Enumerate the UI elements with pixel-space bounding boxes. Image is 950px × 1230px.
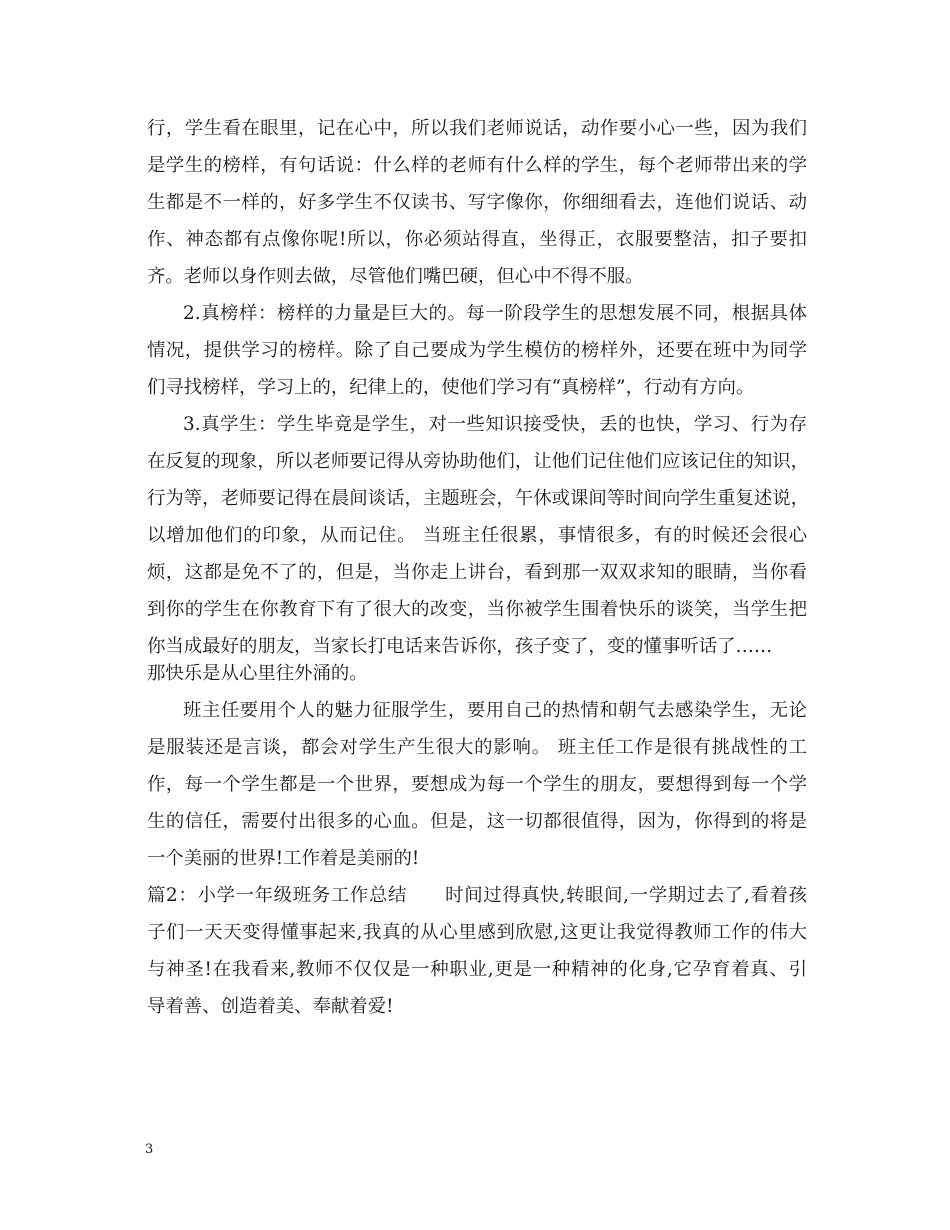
text-line: 以增加他们的印象，从而记住。 当班主任很累，事情很多，有的时候还会很心 bbox=[147, 525, 807, 546]
text-line: 与神圣!在我看来,教师不仅仅是一种职业,更是一种精神的化身,它孕育着真、引 bbox=[147, 959, 807, 980]
text-line: 作，每一个学生都是一个世界，要想成为每一个学生的朋友，要想得到每一个学 bbox=[147, 774, 807, 795]
page-number: 3 bbox=[145, 1142, 154, 1157]
text-line: 生都是不一样的，好多学生不仅读书、写字像你，你细细看去，连他们说话、动 bbox=[147, 192, 807, 213]
text-line: 一个美丽的世界!工作着是美丽的! bbox=[147, 848, 420, 869]
text-line: 们寻找榜样，学习上的，纪律上的，使他们学习有“真榜样”，行动有方向。 bbox=[147, 377, 755, 398]
text-line: 班主任要用个人的魅力征服学生，要用自己的热情和朝气去感染学生，无论 bbox=[183, 700, 807, 721]
text-line: 情况，提供学习的榜样。除了自己要成为学生模仿的榜样外，还要在班中为同学 bbox=[147, 340, 807, 361]
text-line: 子们一天天变得懂事起来,我真的从心里感到欣慰,这更让我觉得教师工作的伟大 bbox=[147, 922, 807, 943]
text-line: 在反复的现象，所以老师要记得从旁协助他们，让他们记住他们应该记住的知识， bbox=[147, 451, 810, 472]
text-line: 行，学生看在眼里，记在心中，所以我们老师说话，动作要小心一些，因为我们 bbox=[147, 118, 807, 139]
text-line: 烦，这都是免不了的，但是，当你走上讲台，看到那一双双求知的眼睛，当你看 bbox=[147, 562, 807, 583]
text-line: 2.真榜样：榜样的力量是巨大的。每一阶段学生的思想发展不同，根据具体 bbox=[183, 303, 807, 324]
text-line: 作、神态都有点像你呢!所以，你必须站得直，坐得正，衣服要整洁，扣子要扣 bbox=[147, 229, 807, 250]
text-line: 齐。老师以身作则去做，尽管他们嘴巴硬，但心中不得不服。 bbox=[147, 266, 644, 287]
text-line: 到你的学生在你教育下有了很大的改变，当你被学生围着快乐的谈笑，当学生把 bbox=[147, 599, 807, 620]
text-line: 导着善、创造着美、奉献着爱! bbox=[147, 996, 394, 1017]
text-line: 你当成最好的朋友，当家长打电话来告诉你，孩子变了，变的懂事听话了…… bbox=[147, 636, 773, 657]
text-line: 生的信任，需要付出很多的心血。但是，这一切都很值得，因为，你得到的将是 bbox=[147, 811, 807, 832]
text-line: 是服装还是言谈，都会对学生产生很大的影响。 班主任工作是很有挑战性的工 bbox=[147, 737, 807, 758]
text-line: 那快乐是从心里往外涌的。 bbox=[147, 663, 368, 684]
section-heading-line: 篇2：小学一年级班务工作总结 时间过得真快,转眼间,一学期过去了,看着孩 bbox=[147, 885, 807, 906]
text-line: 是学生的榜样，有句话说：什么样的老师有什么样的学生，每个老师带出来的学 bbox=[147, 155, 807, 176]
text-line: 行为等，老师要记得在晨间谈话，主题班会，午休或课间等时间向学生重复述说， bbox=[147, 488, 810, 509]
text-line: 3.真学生：学生毕竟是学生，对一些知识接受快，丢的也快，学习、行为存 bbox=[183, 414, 807, 435]
